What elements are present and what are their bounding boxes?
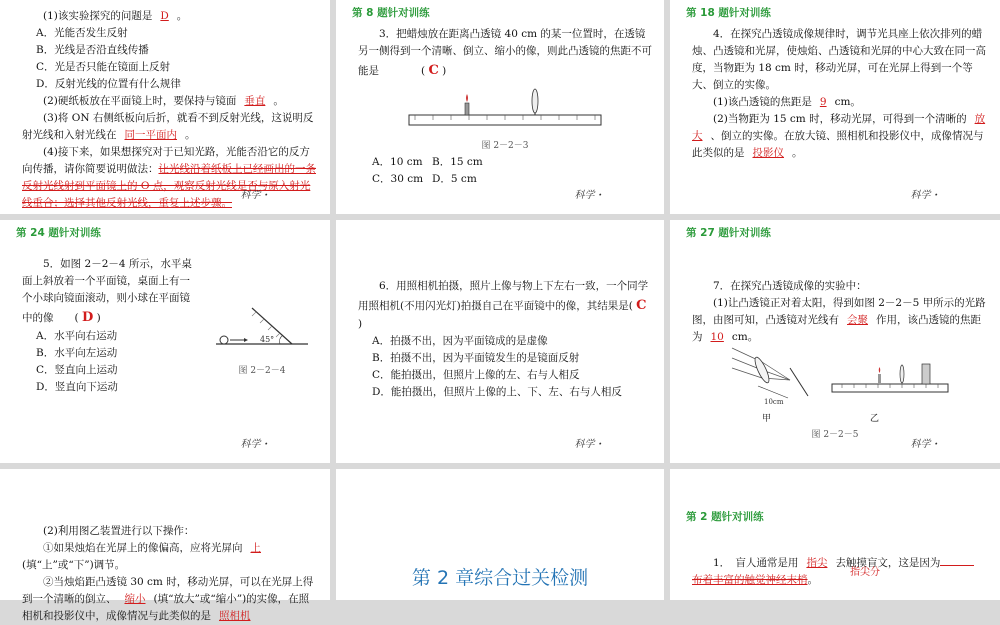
slide-footer [911, 188, 938, 204]
slide-8[interactable] [336, 469, 664, 600]
answer: D [160, 10, 169, 22]
answer: 垂直 [244, 95, 266, 107]
question-text: ②当烛焰距凸透镜 30 cm 时，移动光屏，可以在光屏上得到一个清晰的倒立、 [22, 576, 314, 605]
option-c: C．30 cm [372, 172, 424, 185]
question-text: cm。 [731, 331, 759, 343]
question-3 [358, 26, 652, 81]
focal-length-figure [728, 340, 818, 410]
question-text: 3．把蜡烛放在距离凸透镜 40 cm 的某一位置时，在透镜另一侧得到一个清晰、倒立、缩小的像，则此凸透镜的焦距不可能是 [358, 28, 652, 77]
option-a: A．水平向右运动 [36, 330, 118, 343]
slide-6[interactable] [670, 220, 1000, 463]
question-2 [22, 93, 318, 110]
step-1 [22, 540, 318, 574]
answer: 同一平面内 [124, 129, 177, 141]
option-d: D．5 cm [432, 172, 477, 185]
footer-label: 科学 [574, 438, 595, 450]
answer: 布着丰富的触觉神经末梢 [692, 574, 808, 586]
question-text: (填“放大”或“缩小”)的实像，在照相机和投影仪中，成像情况与此类似的是 [22, 593, 310, 622]
figure-caption: 图 2－2－5 [811, 430, 859, 440]
footer-label: 科学 [240, 438, 261, 450]
slide-3[interactable] [670, 0, 1000, 214]
question-text: (3)将 ON 右侧纸板向后折，就看不到反射光线，这说明反射光线和入射光线在 [22, 112, 314, 141]
option-a: A．光能否发生反射 [36, 27, 128, 39]
slide-footer [241, 188, 268, 204]
footer-label: 科学 [574, 189, 595, 201]
answer: 10 [710, 331, 724, 343]
paren: ( [421, 65, 426, 77]
question-text: (填“上”或“下”)调节。 [22, 559, 126, 571]
slide-2[interactable] [336, 0, 664, 214]
option-c: C．能拍摄出，但照片上像的左、右与人相反 [372, 369, 580, 382]
footer-dot: · [934, 189, 938, 201]
option-d: D．反射光线的位置有什么规律 [36, 78, 181, 90]
option-d: D．竖直向下运动 [36, 381, 118, 394]
question-text: 。 [273, 95, 284, 107]
slide-4[interactable] [0, 220, 330, 463]
angle-label: 45° [260, 335, 275, 344]
question-text: 作用，该凸透镜的焦距为 [692, 314, 981, 343]
slide-7[interactable] [0, 469, 330, 622]
answer: D [81, 310, 94, 325]
question-7: 7．在探究凸透镜成像的实验中： [713, 280, 867, 292]
footer-dot: · [264, 438, 268, 450]
footer-dot: · [934, 438, 938, 450]
answer: 缩小 [124, 593, 146, 605]
answer: 投影仪 [752, 147, 784, 159]
question-1 [692, 555, 988, 572]
slide-header: 第 18 题针对训练 [686, 7, 771, 19]
question-text: 5．如图 2－2－4 所示，水平桌面上斜放着一个平面镜，桌面上有一个小球向镜面滚动，则小球在平面镜中的像 [22, 258, 192, 324]
slide-1-body [22, 8, 318, 212]
overlay-answer: 指尖分 [850, 567, 880, 578]
slide-header: 第 24 题针对训练 [16, 227, 101, 239]
slide-7-body [22, 523, 318, 625]
question-4-1 [692, 94, 988, 111]
slide-5[interactable] [336, 220, 664, 463]
slide-header: 第 2 题针对训练 [686, 511, 764, 523]
focal-label: 10cm [764, 398, 784, 406]
question-text: 。 [185, 129, 196, 141]
slide-5-body [358, 278, 652, 401]
slide-9-body [692, 555, 988, 589]
question-6 [358, 278, 652, 333]
slide-2-body [358, 26, 652, 188]
chapter-title: 第 2 章综合过关检测 [411, 567, 589, 590]
figure-caption: 图 2－2－3 [481, 141, 529, 152]
answer: 上 [250, 542, 261, 554]
answer: 9 [819, 96, 827, 108]
slide-6-body [692, 278, 988, 346]
slide-header: 第 27 题针对训练 [686, 227, 771, 239]
question-4-2 [692, 111, 988, 162]
question-text: (4)接下来，如果想探究对于已知光路，光能否沿它的反方向传播，请你简要说明做法： [22, 146, 310, 175]
answer: 会聚 [847, 314, 868, 326]
answer: C [428, 63, 439, 78]
question-5 [22, 256, 200, 328]
slide-header: 第 8 题针对训练 [352, 7, 430, 19]
footer-label: 科学 [240, 189, 261, 201]
paren: ) [96, 312, 101, 324]
answer: 放大 [692, 113, 986, 142]
options-row-2 [358, 171, 652, 188]
option-a: A．10 cm [372, 155, 423, 168]
question-text: (2)当物距为 15 cm 时，移动光屏，可得到一个清晰的 [713, 113, 967, 125]
optical-bench-figure [830, 360, 950, 400]
question-text: 。 [176, 10, 188, 22]
question-text: 去触摸盲文，这是因为 [835, 557, 941, 569]
paren: ( [74, 312, 79, 324]
paren: ) [358, 318, 363, 331]
paren: ) [442, 65, 447, 77]
footer-dot: · [264, 189, 268, 201]
question-7-1 [692, 295, 988, 346]
paren: ( [628, 300, 633, 312]
question-text: (1)该凸透镜的焦距是 [713, 96, 812, 108]
question-text: (1)让凸透镜正对着太阳，得到如图 2－2－5 甲所示的光路图，由图可知，凸透镜对光线有 [692, 297, 986, 326]
answer-blank [940, 565, 974, 566]
footer-dot: · [598, 438, 602, 450]
slide-footer [575, 437, 602, 453]
answer: 指尖 [806, 557, 828, 569]
slide-9[interactable] [670, 469, 1000, 600]
option-b: B．15 cm [432, 155, 483, 168]
question-text: 、倒立的实像。在放大镜、照相机和投影仪中，成像情况与此类似的是 [692, 130, 984, 159]
question-1 [22, 8, 318, 25]
slide-footer [575, 188, 602, 204]
slide-footer [241, 437, 268, 453]
question-text: 。 [807, 574, 818, 586]
step-2 [22, 574, 318, 625]
option-b: B．光线是否沿直线传播 [36, 44, 149, 56]
answer: 让光线沿着纸板上已经画出的一条反射光线射到平面镜上的 O 点，观察反射光线是否与原入射光线重合；选择其他反射光线，重复上述步骤。 [22, 163, 316, 209]
slide-4-body [22, 256, 200, 396]
question-text: 。 [792, 147, 803, 159]
question-text: ①如果烛焰在光屏上的像偏高，应将光屏向 [43, 542, 243, 554]
figure-label-yi: 乙 [870, 414, 880, 424]
question-7-2: (2)利用图乙装置进行以下操作： [43, 525, 195, 537]
question-text: 1． 盲人通常是用 [713, 557, 799, 569]
figure-label-jia: 甲 [762, 414, 772, 424]
footer-label: 科学 [910, 189, 931, 201]
answer: C [636, 298, 647, 313]
answer: 照相机 [219, 610, 251, 622]
option-b: B．水平向左运动 [36, 347, 118, 360]
option-c: C．竖直向上运动 [36, 364, 118, 377]
figure-caption: 图 2－2－4 [238, 366, 286, 376]
slide-footer [911, 437, 938, 453]
slide-3-body [692, 26, 988, 162]
footer-dot: · [598, 189, 602, 201]
answer-line [692, 572, 988, 589]
question-3 [22, 110, 318, 144]
optical-bench-figure [405, 85, 605, 137]
inclined-mirror-figure [212, 304, 312, 350]
question-text: (2)硬纸板放在平面镜上时，要保持与镜面 [43, 95, 237, 107]
question-4: 4．在探究凸透镜成像规律时，调节光具座上依次排列的蜡烛、凸透镜和光屏，使烛焰、凸透镜和光屏的中心大致在同一高度，当物距为 18 cm 时，移动光屏，可在光屏上得到一个等大、倒立的实像。 [692, 28, 986, 91]
options-row-1 [358, 154, 652, 171]
question-text: 6．用照相机拍摄，照片上像与物上下左右一致，一个同学用照相机(不用闪光灯)拍摄自己在平面镜中的像，其结果是 [358, 280, 649, 312]
slide-1[interactable] [0, 0, 330, 214]
footer-label: 科学 [910, 438, 931, 450]
option-a: A．拍摄不出，因为平面镜成的是虚像 [372, 335, 548, 348]
option-d: D．能拍摄出，但照片上像的上、下、左、右与人相反 [372, 386, 622, 399]
question-4 [22, 144, 318, 212]
option-b: B．拍摄不出，因为平面镜发生的是镜面反射 [372, 352, 580, 365]
question-text: (1)该实验探究的问题是 [43, 10, 153, 22]
option-c: C．光是否只能在镜面上反射 [36, 61, 171, 73]
question-text: cm。 [834, 96, 861, 108]
